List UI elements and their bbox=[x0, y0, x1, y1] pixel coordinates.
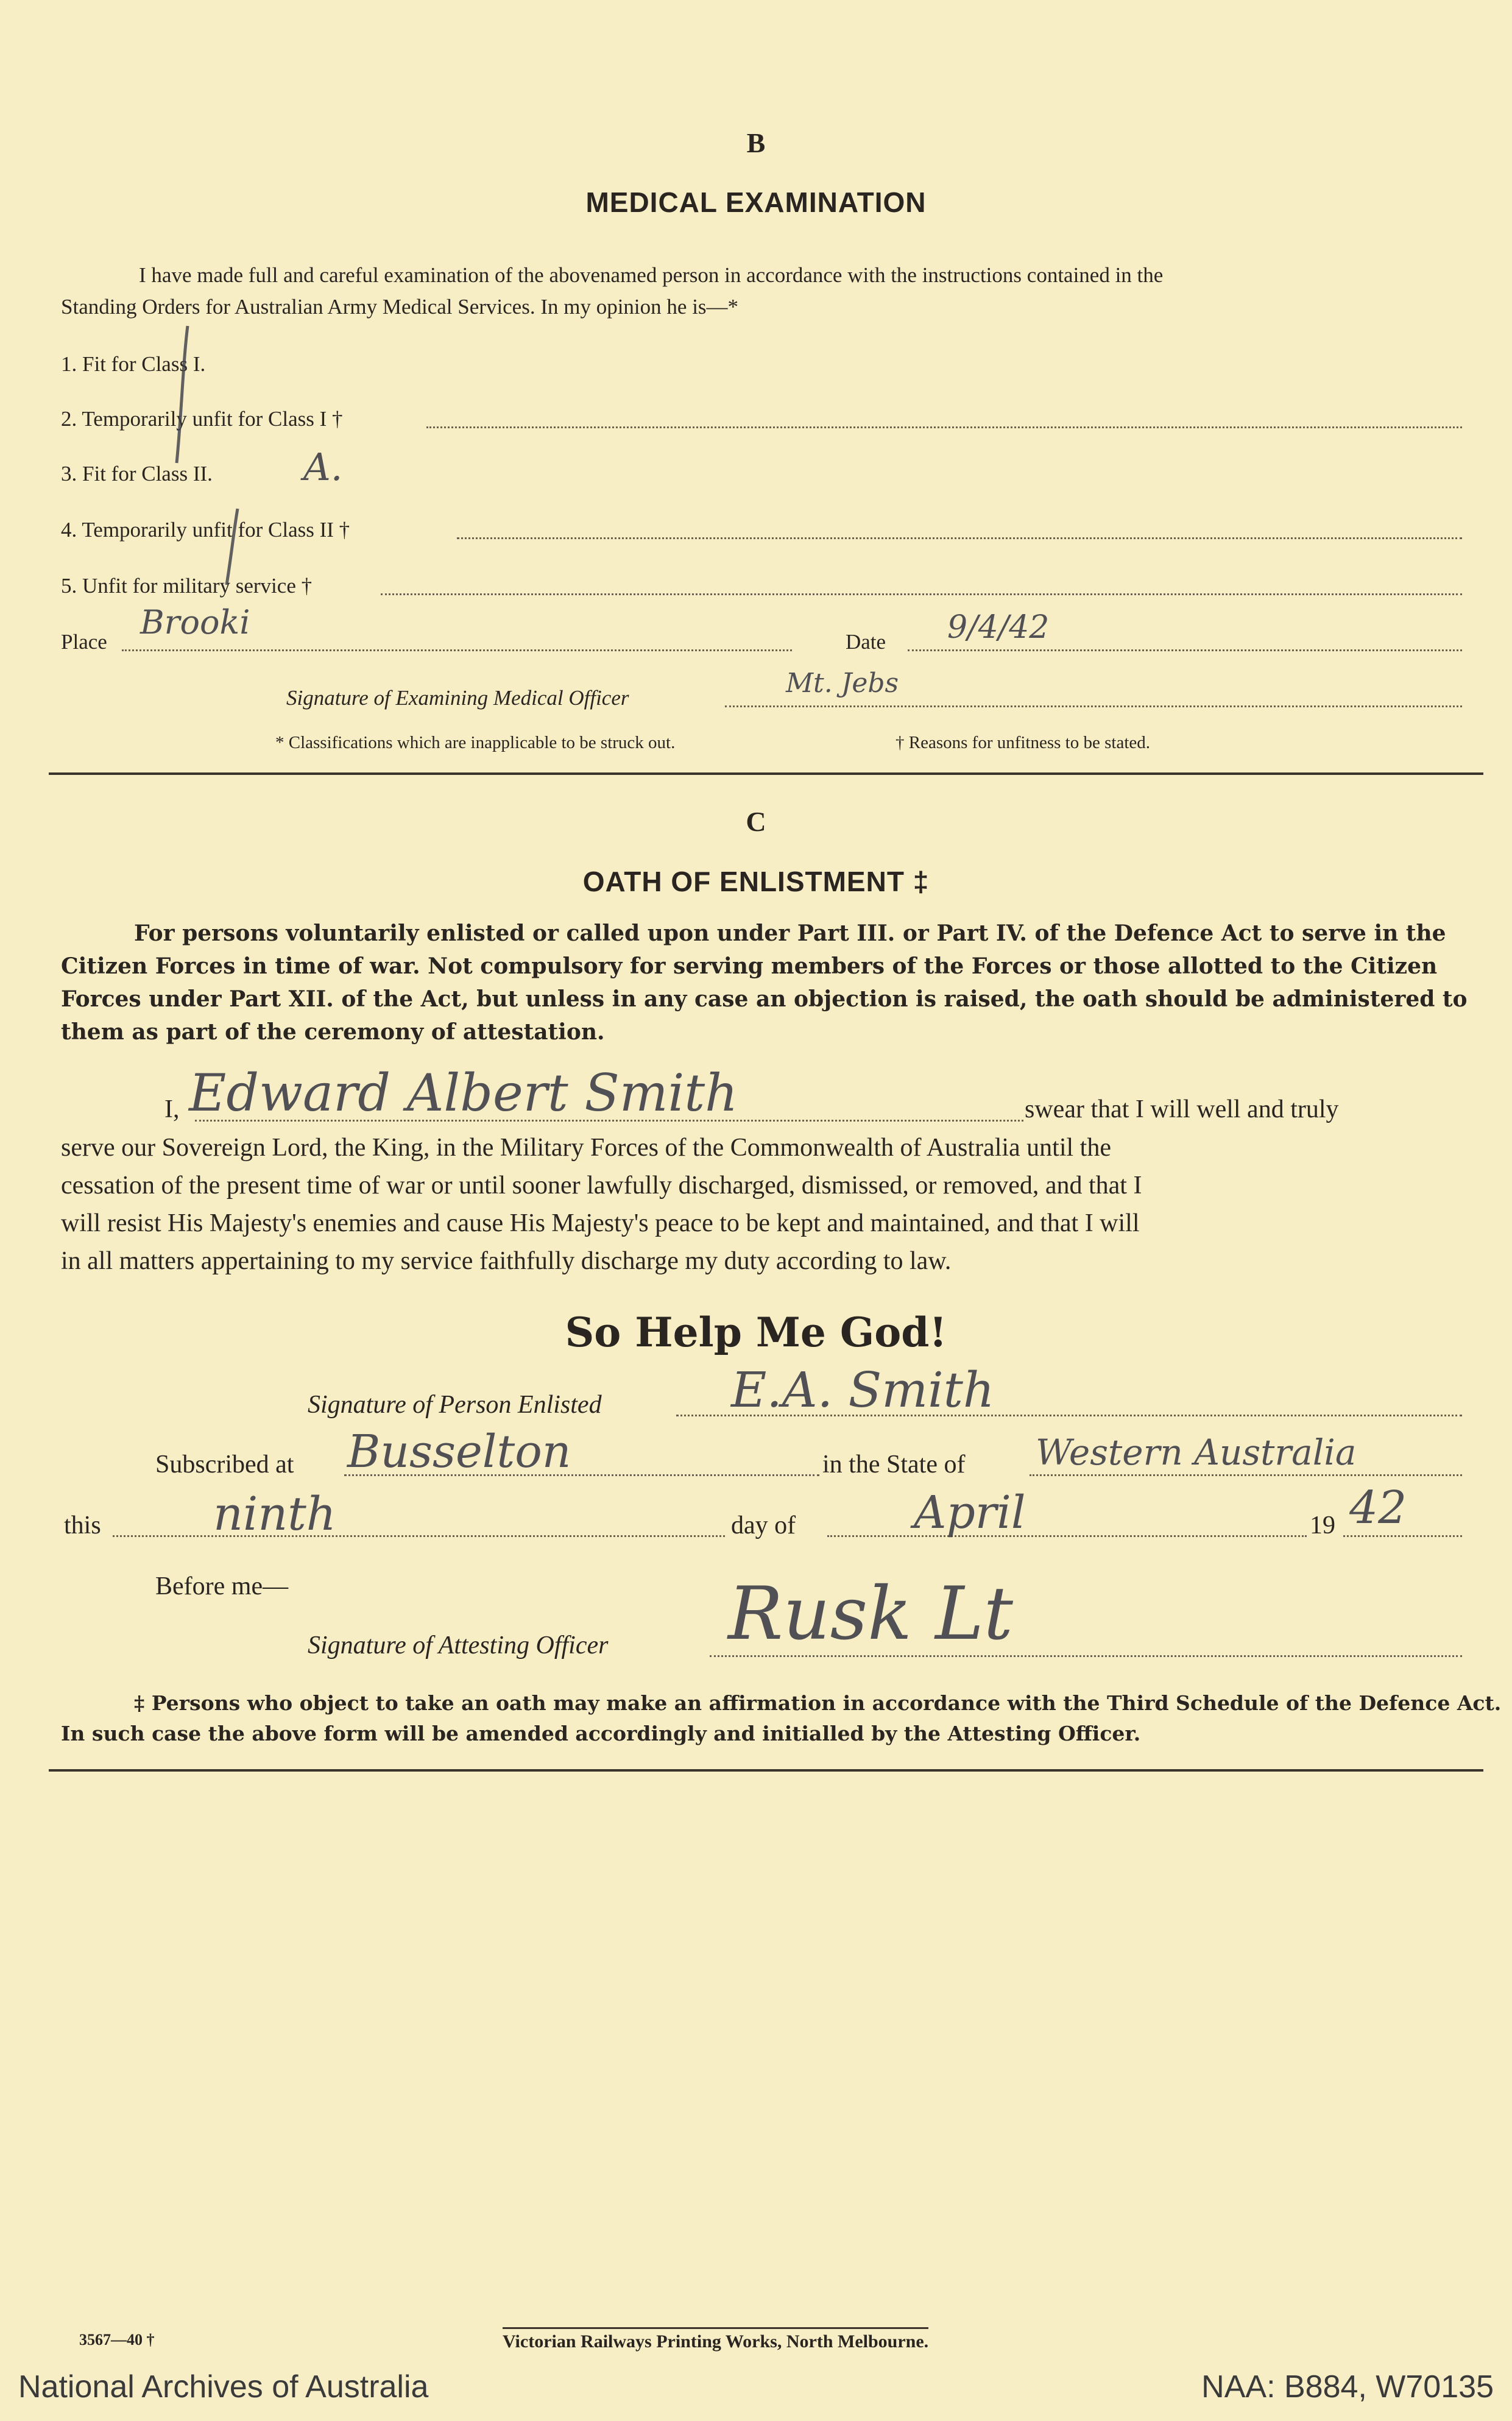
printer-imprint: Victorian Railways Printing Works, North Melbourne. bbox=[503, 2327, 928, 2352]
section-c-intro-line1: For persons voluntarily enlisted or called upon under Part III. or Part IV. of the Defence Act to serve in the bbox=[134, 921, 1446, 946]
medical-officer-signature-label: Signature of Examining Medical Officer bbox=[286, 686, 629, 710]
class-item-2: 2. Temporarily unfit for Class I † bbox=[61, 407, 343, 431]
oath-line4: will resist His Majesty's enemies and cause His Majesty's peace to be kept and maintained, and that I will bbox=[61, 1209, 1140, 1237]
archive-reference: NAA: B884, W70135 bbox=[1201, 2369, 1494, 2405]
date-value: 9/4/42 bbox=[947, 609, 1050, 646]
section-divider-1 bbox=[49, 772, 1483, 775]
subscribed-value: Busselton bbox=[347, 1426, 571, 1478]
section-c-title: OATH OF ENLISTMENT ‡ bbox=[582, 866, 930, 897]
section-c-intro-line2: Citizen Forces in time of war. Not compulsory for serving members of the Forces or those allotted to the Citizen bbox=[61, 953, 1438, 979]
date-label: Date bbox=[846, 630, 886, 654]
class-ii-handwritten-mark: A. bbox=[303, 445, 343, 489]
section-b-title: MEDICAL EXAMINATION bbox=[585, 186, 927, 218]
class-item-5: 5. Unfit for military service † bbox=[61, 574, 313, 598]
class-item-4: 4. Temporarily unfit for Class II † bbox=[61, 518, 350, 542]
note-classifications: * Classifications which are inapplicable to be struck out. bbox=[275, 733, 676, 752]
form-number: 3567—40 † bbox=[79, 2331, 155, 2349]
this-label: this bbox=[64, 1511, 101, 1539]
subscribed-label: Subscribed at bbox=[155, 1451, 294, 1479]
medical-officer-signature-line bbox=[725, 705, 1462, 707]
place-value: Brooki bbox=[140, 603, 250, 641]
oath-line3: cessation of the present time of war or until sooner lawfully discharged, dismissed, or removed, and that I bbox=[61, 1172, 1142, 1200]
oath-motto: So Help Me God! bbox=[565, 1309, 947, 1356]
signature-attesting-label: Signature of Attesting Officer bbox=[308, 1631, 609, 1659]
section-b-intro-line1: I have made full and careful examination of the abovenamed person in accordance with the instructions contained in the bbox=[139, 263, 1164, 287]
oath-line1-tail: swear that I will well and truly bbox=[1025, 1095, 1339, 1123]
state-label: in the State of bbox=[822, 1451, 966, 1479]
section-b-intro-line2: Standing Orders for Australian Army Medical Services. In my opinion he is—* bbox=[61, 295, 739, 319]
footnote-line2: In such case the above form will be amended accordingly and initialled by the Attesting Officer. bbox=[61, 1722, 1141, 1745]
section-c-intro-line4: them as part of the ceremony of attestation. bbox=[61, 1019, 605, 1045]
place-dotted-line bbox=[122, 649, 792, 651]
oath-name-handwritten: Edward Albert Smith bbox=[189, 1063, 738, 1123]
place-label: Place bbox=[61, 630, 107, 654]
day-value: April bbox=[914, 1486, 1026, 1539]
class-item-3: 3. Fit for Class II. bbox=[61, 462, 213, 486]
oath-prefix: I, bbox=[164, 1095, 180, 1123]
date-dotted-line bbox=[908, 649, 1462, 651]
before-me-label: Before me— bbox=[155, 1572, 289, 1600]
medical-officer-signature: Mt. Jebs bbox=[786, 668, 899, 699]
signature-enlisted-label: Signature of Person Enlisted bbox=[308, 1391, 602, 1419]
class-strikeout-marks bbox=[0, 0, 1512, 670]
year-prefix: 19 bbox=[1310, 1511, 1335, 1539]
oath-line2: serve our Sovereign Lord, the King, in the Military Forces of the Commonwealth of Australia until the bbox=[61, 1134, 1111, 1162]
this-line bbox=[113, 1535, 725, 1537]
signature-attesting-value: Rusk Lt bbox=[728, 1572, 1013, 1656]
footnote-line1: ‡ Persons who object to take an oath may make an affirmation in accordance with the Third Schedule of the Defence Act. bbox=[134, 1691, 1502, 1715]
section-c-intro-line3: Forces under Part XII. of the Act, but unless in any case an objection is raised, the oath should be administered to bbox=[61, 986, 1468, 1012]
oath-line5: in all matters appertaining to my service faithfully discharge my duty according to law. bbox=[61, 1247, 952, 1275]
signature-enlisted-value: E.A. Smith bbox=[731, 1362, 995, 1418]
class-item-1: 1. Fit for Class I. bbox=[61, 352, 206, 376]
note-reasons: † Reasons for unfitness to be stated. bbox=[896, 733, 1151, 752]
year-value: 42 bbox=[1349, 1482, 1407, 1534]
day-label: day of bbox=[731, 1511, 796, 1539]
state-line bbox=[1030, 1474, 1462, 1476]
day-line bbox=[827, 1535, 1307, 1537]
archive-name: National Archives of Australia bbox=[18, 2369, 429, 2405]
section-divider-2 bbox=[49, 1769, 1483, 1772]
section-b-letter: B bbox=[746, 127, 766, 158]
section-c-letter: C bbox=[746, 806, 766, 837]
this-value: ninth bbox=[213, 1486, 336, 1541]
state-value: Western Australia bbox=[1036, 1432, 1357, 1473]
year-line bbox=[1343, 1535, 1462, 1537]
